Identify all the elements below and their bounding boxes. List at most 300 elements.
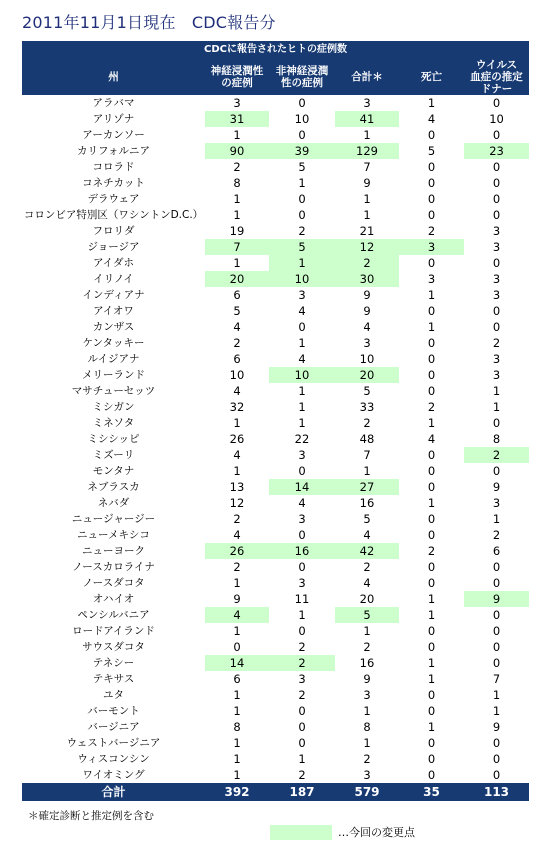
- cell-non-neuroinvasive: 0: [298, 208, 306, 222]
- table-row: [22, 143, 529, 159]
- cell-deaths: 0: [427, 768, 436, 782]
- cell-deaths: 0: [427, 512, 436, 526]
- cell-total: 1: [363, 704, 371, 718]
- state-name: ニューメキシコ: [77, 529, 150, 541]
- state-name: ネブラスカ: [87, 481, 140, 493]
- table-row: [22, 367, 529, 383]
- cell-total: 1: [363, 736, 371, 750]
- cell-total: 21: [359, 224, 375, 238]
- cell-non-neuroinvasive: 1: [298, 608, 306, 622]
- cell-non-neuroinvasive: 10: [269, 367, 335, 383]
- cell-neuroinvasive: 12: [229, 496, 245, 510]
- state-name: ユタ: [103, 689, 124, 701]
- cell-neuroinvasive: 6: [233, 288, 241, 302]
- cell-total: 8: [363, 720, 371, 734]
- cell-neuroinvasive: 20: [205, 271, 269, 287]
- cell-total: 20: [359, 592, 375, 606]
- state-name: ミシシッピ: [87, 433, 140, 445]
- cell-viremic-donors: 2: [492, 336, 501, 350]
- cell-non-neuroinvasive: 0: [298, 736, 306, 750]
- table-row: [22, 735, 529, 751]
- state-name: ウェストバージニア: [66, 737, 161, 749]
- cell-total: 9: [363, 176, 371, 190]
- legend-swatch: [270, 825, 332, 840]
- cell-neuroinvasive: 9: [233, 592, 241, 606]
- cell-neuroinvasive: 8: [233, 720, 241, 734]
- cell-deaths: 0: [427, 688, 436, 702]
- cell-non-neuroinvasive: 1: [298, 384, 306, 398]
- cell-non-neuroinvasive: 39: [269, 143, 335, 159]
- cell-neuroinvasive: 14: [205, 655, 269, 671]
- cell-viremic-donors: 1: [492, 384, 501, 398]
- cell-total: 7: [363, 160, 371, 174]
- state-name: ネバダ: [97, 497, 130, 509]
- cell-viremic-donors: 0: [492, 176, 501, 190]
- column-header-state: 州: [22, 59, 205, 95]
- cell-total: 12: [335, 239, 399, 255]
- cell-non-neuroinvasive: 2: [298, 688, 306, 702]
- column-header-non-neuroinvasive: 非神経浸潤 性の症例: [269, 59, 335, 95]
- table-row: [22, 287, 529, 303]
- state-name: ニューヨーク: [82, 545, 145, 557]
- cell-total: 1: [363, 192, 371, 206]
- state-name: カリフォルニア: [77, 145, 150, 157]
- cell-deaths: 0: [427, 368, 436, 382]
- cell-neuroinvasive: 6: [233, 672, 241, 686]
- cell-non-neuroinvasive: 2: [298, 640, 306, 654]
- cell-deaths: 1: [427, 320, 436, 334]
- cell-non-neuroinvasive: 4: [298, 496, 306, 510]
- cell-total: 16: [359, 496, 375, 510]
- cell-non-neuroinvasive: 0: [298, 464, 306, 478]
- state-name: ニュージャージー: [71, 513, 156, 525]
- state-name: ペンシルバニア: [77, 609, 150, 621]
- cell-non-neuroinvasive: 0: [298, 128, 306, 142]
- cell-deaths: 1: [427, 608, 436, 622]
- table-row: [22, 639, 529, 655]
- cell-deaths: 1: [427, 592, 436, 606]
- total-deaths: 35: [399, 783, 464, 801]
- state-name: アラバマ: [92, 97, 135, 109]
- cell-viremic-donors: 0: [492, 576, 501, 590]
- cell-total: 41: [335, 111, 399, 127]
- cell-deaths: 1: [427, 96, 436, 110]
- table-row: [22, 159, 529, 175]
- state-name: ケンタッキー: [82, 337, 145, 349]
- table-row: [22, 479, 529, 495]
- cell-deaths: 0: [427, 560, 436, 574]
- cell-neuroinvasive: 3: [233, 96, 241, 110]
- total-neuroinvasive: 392: [205, 783, 269, 801]
- cell-viremic-donors: 9: [492, 480, 501, 494]
- cell-non-neuroinvasive: 1: [298, 752, 306, 766]
- cell-viremic-donors: 10: [489, 112, 504, 126]
- table-row: [22, 175, 529, 191]
- cell-neuroinvasive: 13: [229, 480, 245, 494]
- total-row: [22, 783, 529, 801]
- cell-neuroinvasive: 2: [233, 560, 241, 574]
- cell-viremic-donors: 9: [464, 591, 529, 607]
- cell-neuroinvasive: 1: [233, 704, 241, 718]
- table-row: [22, 255, 529, 271]
- cell-non-neuroinvasive: 0: [298, 704, 306, 718]
- state-name: テネシー: [92, 657, 135, 669]
- cell-total: 30: [335, 271, 399, 287]
- cell-non-neuroinvasive: 1: [269, 255, 335, 271]
- cell-non-neuroinvasive: 3: [298, 512, 306, 526]
- state-name: テキサス: [92, 673, 135, 685]
- cell-viremic-donors: 0: [492, 256, 501, 270]
- state-name: デラウェア: [87, 193, 140, 205]
- cell-total: 10: [359, 352, 375, 366]
- page-title: 2011年11月1日現在 CDC報告分: [22, 13, 276, 32]
- cell-viremic-donors: 7: [492, 672, 501, 686]
- table-row: [22, 655, 529, 671]
- state-name: アイダホ: [92, 257, 135, 269]
- column-header-neuroinvasive: 神経浸潤性 の症例: [205, 59, 269, 95]
- cell-deaths: 2: [427, 400, 436, 414]
- cell-non-neuroinvasive: 0: [298, 720, 306, 734]
- cell-neuroinvasive: 1: [233, 464, 241, 478]
- table-row: [22, 127, 529, 143]
- cell-viremic-donors: 0: [492, 656, 501, 670]
- cell-viremic-donors: 3: [492, 288, 501, 302]
- cell-neuroinvasive: 4: [233, 320, 241, 334]
- cell-deaths: 3: [427, 272, 436, 286]
- cell-deaths: 1: [427, 656, 436, 670]
- cell-deaths: 0: [427, 576, 436, 590]
- state-name: フロリダ: [92, 225, 135, 237]
- cell-viremic-donors: 0: [492, 208, 501, 222]
- cell-neuroinvasive: 1: [233, 624, 241, 638]
- cell-total: 3: [363, 96, 371, 110]
- table-row: [22, 591, 529, 607]
- cell-total: 20: [335, 367, 399, 383]
- cell-deaths: 0: [427, 256, 436, 270]
- table-row: [22, 111, 529, 127]
- cell-non-neuroinvasive: 10: [269, 271, 335, 287]
- table-row: [22, 527, 529, 543]
- table-row: [22, 719, 529, 735]
- table-row: [22, 511, 529, 527]
- state-name: モンタナ: [92, 465, 135, 477]
- state-name: ミネソタ: [92, 417, 135, 429]
- legend-text: …今回の変更点: [338, 826, 415, 839]
- cell-viremic-donors: 8: [492, 432, 501, 446]
- cell-deaths: 0: [427, 736, 436, 750]
- cell-neuroinvasive: 1: [233, 688, 241, 702]
- cell-non-neuroinvasive: 1: [298, 416, 306, 430]
- cell-non-neuroinvasive: 1: [298, 336, 306, 350]
- cell-non-neuroinvasive: 0: [298, 528, 306, 542]
- state-name: コロンビア特別区（ワシントンD.C.）: [23, 209, 204, 221]
- cell-total: 27: [335, 479, 399, 495]
- cell-viremic-donors: 3: [492, 272, 501, 286]
- table-row: [22, 767, 529, 783]
- cell-deaths: 0: [427, 352, 436, 366]
- cell-viremic-donors: 3: [492, 368, 501, 382]
- state-name: インディアナ: [82, 289, 145, 301]
- table-row: [22, 95, 529, 111]
- cell-total: 1: [363, 128, 371, 142]
- cell-viremic-donors: 0: [492, 160, 501, 174]
- cell-non-neuroinvasive: 0: [298, 560, 306, 574]
- state-name: ワイオミング: [82, 769, 145, 781]
- cell-viremic-donors: 1: [492, 512, 501, 526]
- cell-total: 9: [363, 304, 371, 318]
- cell-viremic-donors: 2: [492, 528, 501, 542]
- cell-non-neuroinvasive: 1: [298, 176, 306, 190]
- cell-deaths: 1: [427, 288, 436, 302]
- cell-deaths: 4: [427, 432, 436, 446]
- cell-viremic-donors: 0: [492, 128, 501, 142]
- cell-neuroinvasive: 0: [233, 640, 241, 654]
- cell-deaths: 0: [427, 176, 436, 190]
- state-name: バージニア: [87, 721, 140, 733]
- cell-neuroinvasive: 4: [233, 384, 241, 398]
- table-row: [22, 191, 529, 207]
- state-name: イリノイ: [93, 273, 134, 285]
- cell-viremic-donors: 3: [492, 496, 501, 510]
- table-row: [22, 319, 529, 335]
- table-super-header: CDCに報告されたヒトの症例数: [22, 41, 529, 59]
- cell-total: 4: [363, 528, 371, 542]
- cell-non-neuroinvasive: 0: [298, 96, 306, 110]
- cell-viremic-donors: 3: [492, 224, 501, 238]
- cell-non-neuroinvasive: 16: [269, 543, 335, 559]
- cell-viremic-donors: 6: [492, 544, 501, 558]
- cell-neuroinvasive: 10: [229, 368, 245, 382]
- cell-viremic-donors: 23: [464, 143, 529, 159]
- state-name: ミシガン: [92, 401, 135, 413]
- table-row: [22, 335, 529, 351]
- cell-deaths: 0: [427, 528, 436, 542]
- state-name: アイオワ: [93, 305, 134, 317]
- total-total: 579: [335, 783, 399, 801]
- cell-total: 2: [363, 640, 371, 654]
- cell-total: 1: [363, 208, 371, 222]
- cell-total: 5: [363, 512, 371, 526]
- column-header-viremic-donors: ウイルス 血症の推定 ドナー: [464, 59, 529, 95]
- table-row: [22, 687, 529, 703]
- cell-total: 4: [363, 576, 371, 590]
- cell-deaths: 0: [427, 704, 436, 718]
- cell-neuroinvasive: 4: [233, 448, 241, 462]
- cell-neuroinvasive: 4: [233, 528, 241, 542]
- state-name: アーカンソー: [82, 129, 145, 141]
- cell-non-neuroinvasive: 11: [294, 592, 310, 606]
- cell-viremic-donors: 0: [492, 640, 501, 654]
- cell-non-neuroinvasive: 3: [298, 288, 306, 302]
- cell-neuroinvasive: 7: [205, 239, 269, 255]
- state-name: コネチカット: [82, 177, 145, 189]
- cell-viremic-donors: 0: [492, 192, 501, 206]
- table-row: [22, 207, 529, 223]
- table-row: [22, 559, 529, 575]
- state-name: ノースダコタ: [82, 577, 145, 589]
- column-header-deaths: 死亡: [399, 59, 464, 95]
- cell-deaths: 0: [427, 448, 436, 462]
- cell-deaths: 3: [399, 239, 464, 255]
- cell-neuroinvasive: 2: [233, 160, 241, 174]
- cell-neuroinvasive: 2: [233, 336, 241, 350]
- cell-total: 4: [363, 320, 371, 334]
- cell-total: 2: [363, 416, 371, 430]
- cell-deaths: 0: [427, 160, 436, 174]
- cell-total: 3: [363, 768, 371, 782]
- cell-viremic-donors: 0: [492, 96, 501, 110]
- cell-neuroinvasive: 26: [205, 543, 269, 559]
- cell-deaths: 2: [427, 544, 436, 558]
- cell-total: 5: [363, 384, 371, 398]
- cell-neuroinvasive: 19: [229, 224, 245, 238]
- cell-neuroinvasive: 31: [205, 111, 269, 127]
- cell-neuroinvasive: 4: [205, 607, 269, 623]
- state-name: サウスダコタ: [82, 641, 145, 653]
- cell-viremic-donors: 3: [492, 352, 501, 366]
- cell-viremic-donors: 1: [492, 688, 501, 702]
- state-name: ミズーリ: [92, 449, 135, 461]
- cell-total: 48: [359, 432, 375, 446]
- state-name: ノースカロライナ: [72, 561, 155, 573]
- cell-viremic-donors: 0: [492, 624, 501, 638]
- cell-non-neuroinvasive: 5: [298, 160, 306, 174]
- cell-neuroinvasive: 1: [233, 416, 241, 430]
- cell-total: 3: [363, 336, 371, 350]
- state-name: マサチューセッツ: [71, 385, 156, 397]
- table-row: [22, 575, 529, 591]
- state-name: ウィスコンシン: [77, 753, 150, 765]
- footnote: ＊確定診断と推定例を含む: [28, 810, 154, 822]
- table-row: [22, 751, 529, 767]
- cell-total: 2: [335, 255, 399, 271]
- cell-viremic-donors: 3: [492, 240, 501, 254]
- state-name: メリーランド: [82, 369, 145, 381]
- cell-non-neuroinvasive: 0: [298, 192, 306, 206]
- cell-viremic-donors: 2: [464, 447, 529, 463]
- cell-deaths: 4: [427, 112, 436, 126]
- cases-table: [22, 41, 529, 801]
- cell-non-neuroinvasive: 22: [294, 432, 310, 446]
- cell-non-neuroinvasive: 10: [294, 112, 310, 126]
- cell-deaths: 1: [427, 672, 436, 686]
- cell-total: 42: [335, 543, 399, 559]
- cell-deaths: 0: [427, 128, 436, 142]
- cell-non-neuroinvasive: 4: [298, 352, 306, 366]
- state-name: オハイオ: [92, 593, 135, 605]
- cell-viremic-donors: 0: [492, 464, 501, 478]
- table-row: [22, 447, 529, 463]
- cell-viremic-donors: 0: [492, 608, 501, 622]
- table-row: [22, 431, 529, 447]
- cell-total: 1: [363, 624, 371, 638]
- cell-neuroinvasive: 1: [233, 208, 241, 222]
- state-name: バーモント: [87, 705, 140, 717]
- cell-viremic-donors: 9: [492, 720, 501, 734]
- cell-non-neuroinvasive: 3: [298, 448, 306, 462]
- cell-deaths: 0: [427, 480, 436, 494]
- table-row: [22, 271, 529, 287]
- cell-deaths: 0: [427, 624, 436, 638]
- cell-non-neuroinvasive: 4: [298, 304, 306, 318]
- table-row: [22, 399, 529, 415]
- cell-neuroinvasive: 6: [233, 352, 241, 366]
- cell-deaths: 0: [427, 640, 436, 654]
- table-row: [22, 351, 529, 367]
- cell-non-neuroinvasive: 3: [298, 576, 306, 590]
- state-name: コロラド: [92, 161, 135, 173]
- cell-deaths: 0: [427, 752, 436, 766]
- table-row: [22, 239, 529, 255]
- cell-neuroinvasive: 1: [233, 768, 241, 782]
- table-row: [22, 607, 529, 623]
- cell-deaths: 0: [427, 384, 436, 398]
- cell-total: 3: [363, 688, 371, 702]
- cell-total: 1: [363, 464, 371, 478]
- cell-deaths: 1: [427, 496, 436, 510]
- cell-total: 7: [363, 448, 371, 462]
- cell-deaths: 0: [427, 208, 436, 222]
- cell-total: 9: [363, 288, 371, 302]
- cell-viremic-donors: 0: [492, 304, 501, 318]
- table-row: [22, 671, 529, 687]
- cell-neuroinvasive: 90: [205, 143, 269, 159]
- table-row: [22, 623, 529, 639]
- cell-viremic-donors: 0: [492, 768, 501, 782]
- cell-neuroinvasive: 1: [233, 256, 241, 270]
- state-name: ジョージア: [87, 241, 140, 253]
- cell-deaths: 0: [427, 464, 436, 478]
- cell-non-neuroinvasive: 5: [269, 239, 335, 255]
- table-row: [22, 543, 529, 559]
- total-viremic-donors: 113: [464, 783, 529, 801]
- cell-total: 5: [335, 607, 399, 623]
- table-row: [22, 223, 529, 239]
- state-name: ルイジアナ: [87, 353, 140, 365]
- state-name: アリゾナ: [92, 113, 135, 125]
- cell-viremic-donors: 0: [492, 752, 501, 766]
- cell-total: 2: [363, 560, 371, 574]
- cell-non-neuroinvasive: 2: [298, 224, 306, 238]
- cell-non-neuroinvasive: 14: [269, 479, 335, 495]
- cell-neuroinvasive: 32: [229, 400, 245, 414]
- cell-neuroinvasive: 26: [229, 432, 245, 446]
- state-name: ロードアイランド: [72, 625, 155, 637]
- cell-neuroinvasive: 1: [233, 128, 241, 142]
- table-row: [22, 303, 529, 319]
- cell-non-neuroinvasive: 0: [298, 320, 306, 334]
- cell-deaths: 0: [427, 336, 436, 350]
- cell-non-neuroinvasive: 0: [298, 624, 306, 638]
- cell-viremic-donors: 1: [492, 704, 501, 718]
- state-name: カンザス: [92, 321, 135, 333]
- cell-total: 16: [359, 656, 375, 670]
- cell-deaths: 1: [427, 416, 436, 430]
- cell-total: 2: [363, 752, 371, 766]
- total-non-neuroinvasive: 187: [269, 783, 335, 801]
- cell-viremic-donors: 0: [492, 736, 501, 750]
- cell-deaths: 5: [427, 144, 436, 158]
- column-header-total: 合計＊: [335, 59, 399, 95]
- cell-neuroinvasive: 5: [233, 304, 241, 318]
- cell-neuroinvasive: 8: [233, 176, 241, 190]
- cell-neuroinvasive: 1: [233, 752, 241, 766]
- table-row: [22, 463, 529, 479]
- cell-total: 129: [335, 143, 399, 159]
- table-row: [22, 495, 529, 511]
- cell-deaths: 0: [427, 304, 436, 318]
- cell-non-neuroinvasive: 1: [298, 400, 306, 414]
